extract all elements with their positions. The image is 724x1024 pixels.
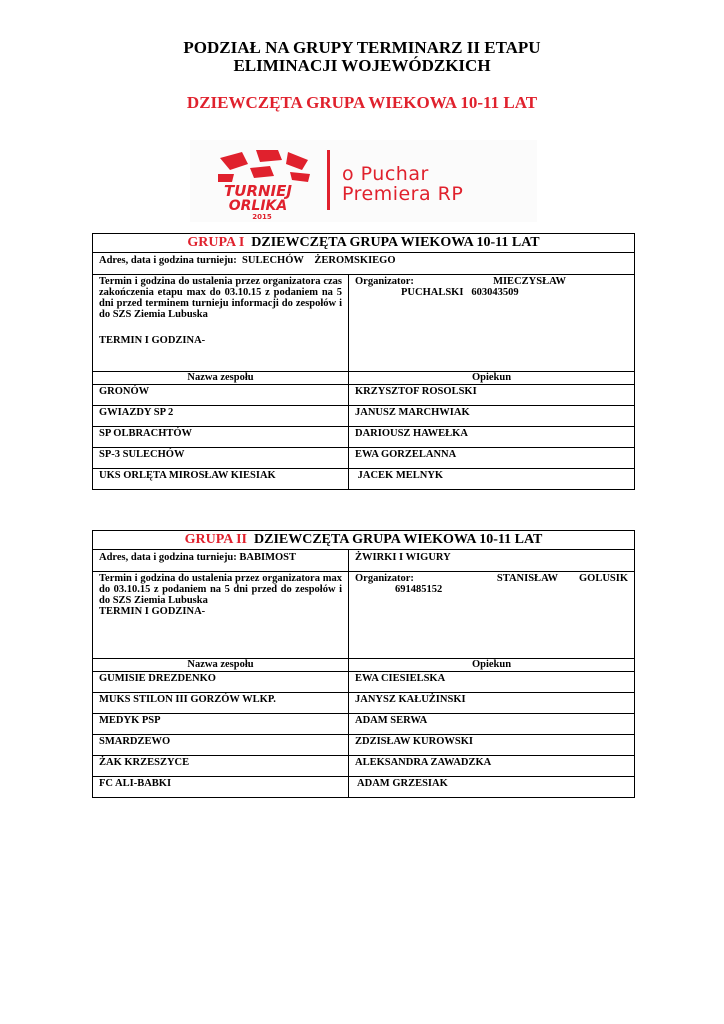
group-2-organizer [349,572,635,659]
team-coach: KRZYSZTOF ROSOLSKI [349,385,635,406]
team-name: ŻAK KRZESZYCE [93,756,349,777]
team-name: GUMISIE DREZDENKO [93,672,349,693]
group-1-header [93,234,635,253]
page-title-line1: PODZIAŁ NA GRUPY TERMINARZ II ETAPU [183,38,541,57]
organizer-label: Organizator: [355,276,414,287]
logo-word-turniej: TURNIEJ [224,182,292,200]
address-place: BABIMOST [239,552,297,563]
team-coach: EWA GORZELANNA [349,448,635,469]
address-place: SULECHÓW [242,255,304,266]
tournament-logo [190,140,537,222]
group-2-label: GRUPA II [184,532,247,547]
team-coach: JACEK MELNYK [349,469,635,490]
logo-text-line2: Premiera RP [342,183,464,205]
ball-logo-icon [190,140,327,222]
team-name: GWIAZDY SP 2 [93,406,349,427]
logo-year: 2015 [252,213,272,221]
table-row [93,693,635,714]
termin-label: TERMIN I GODZINA- [99,606,206,617]
table-row [93,406,635,427]
team-coach: ALEKSANDRA ZAWADZKA [349,756,635,777]
team-coach: JANUSZ MARCHWIAK [349,406,635,427]
logo-word-orlika: ORLIKA [228,198,288,214]
address-street: ŻWIRKI I WIGURY [355,552,451,563]
address-label: Adres, data i godzina turnieju: [99,552,237,563]
termin-text: Termin i godzina do ustalenia przez organizatora max do 03.10.15 z podaniem na 5 dni przed do zespołów i do SZS Ziemia Lubuska [99,573,342,606]
table-row [93,427,635,448]
team-coach: JANYSZ KAŁUŻINSKI [349,693,635,714]
termin-label: TERMIN I GODZINA- [99,335,206,346]
organizer-label: Organizator: [355,573,414,584]
page-title-line2: ELIMINACJI WOJEWÓDZKICH [233,56,491,75]
team-name: FC ALI-BABKI [93,777,349,798]
table-row [93,756,635,777]
col-coach-header: Opiekun [349,372,635,385]
logo-divider [327,150,330,210]
group-2-address [93,550,349,572]
team-coach: ADAM SERWA [349,714,635,735]
team-name: SMARDZEWO [93,735,349,756]
group-1-address [93,253,635,275]
group-1-title: DZIEWCZĘTA GRUPA WIEKOWA 10-11 LAT [251,235,540,250]
team-name: GRONÓW [93,385,349,406]
team-coach: DARIOUSZ HAWEŁKA [349,427,635,448]
col-team-header: Nazwa zespołu [93,372,349,385]
organizer-first-name: STANISŁAW [496,573,558,584]
group-2-table [92,530,635,798]
logo-text-line1: o Puchar [342,163,429,185]
table-row [93,448,635,469]
termin-text: Termin i godzina do ustalenia przez organizatora czas zakończenia etapu max do 03.10.15 z podaniem na 5 dni przed terminem turnieju informacji do zespołów i do SZS Ziemia Lubuska [99,276,342,320]
team-name: MUKS STILON III GORZÓW WLKP. [93,693,349,714]
group-2-title: DZIEWCZĘTA GRUPA WIEKOWA 10-11 LAT [254,532,543,547]
organizer-first-name: MIECZYSŁAW [493,276,566,287]
team-name: MEDYK PSP [93,714,349,735]
col-coach-header: Opiekun [349,659,635,672]
page-subtitle: DZIEWCZĘTA GRUPA WIEKOWA 10-11 LAT [186,93,538,112]
organizer-phone: 691485152 [395,584,443,595]
group-1-organizer [349,275,635,372]
group-2-address-street [349,550,635,572]
table-row [93,735,635,756]
address-label: Adres, data i godzina turnieju: [99,255,237,266]
organizer-phone: 603043509 [471,287,519,298]
group-2-termin [93,572,349,659]
group-1-termin [93,275,349,372]
team-coach: ZDZISŁAW KUROWSKI [349,735,635,756]
team-coach: ADAM GRZESIAK [349,777,635,798]
table-row [93,714,635,735]
col-team-header: Nazwa zespołu [93,659,349,672]
team-name: SP-3 SULECHÓW [93,448,349,469]
organizer-last-name: PUCHALSKI [401,287,464,298]
team-coach: EWA CIESIELSKA [349,672,635,693]
table-row [93,777,635,798]
group-1-table [92,233,635,490]
group-2-header [93,531,635,550]
table-row [93,385,635,406]
team-name: UKS ORLĘTA MIROSŁAW KIESIAK [93,469,349,490]
group-1-label: GRUPA I [187,235,245,250]
table-row [93,469,635,490]
team-name: SP OLBRACHTÓW [93,427,349,448]
address-street: ŻEROMSKIEGO [314,255,396,266]
table-row [93,672,635,693]
organizer-last-name: GOLUSIK [578,573,628,584]
